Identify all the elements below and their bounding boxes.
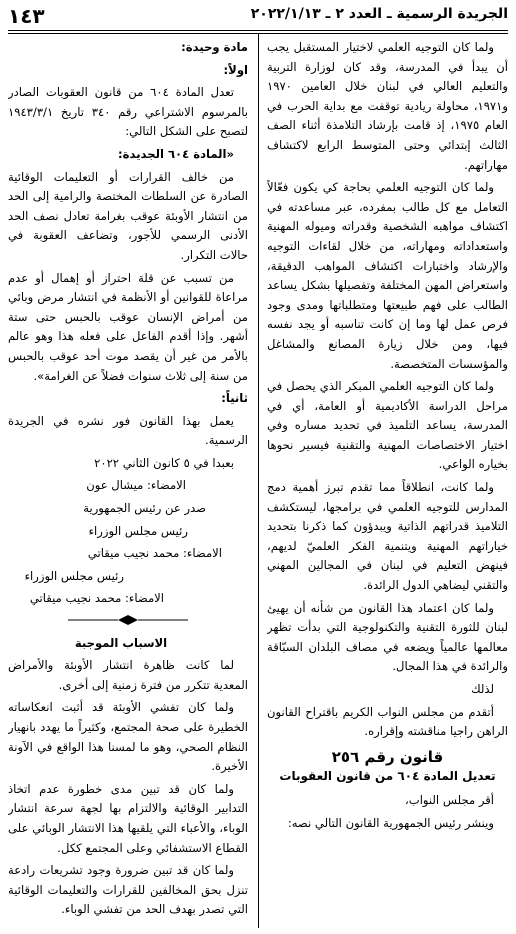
reasons-paragraph: لما كانت ظاهرة انتشار الأوبئة والأمراض المعدية تتكرر من فترة زمنية إلى أخرى. [8,658,248,692]
first-text: تعدل المادة ٦٠٤ من قانون العقوبات الصادر بالمرسوم الاشتراعي رقم ٣٤٠ تاريخ ١٩٤٣/٣/١ لتصبح على الشكل التالي: [8,85,248,139]
first-heading: اولاً: [223,62,248,77]
page-header [8,4,508,30]
right-column [267,38,508,836]
left-column [8,38,248,923]
article-paragraph: من تسبب عن قلة احتراز أو إهمال أو عدم مراعاة للقوانين أو الأنظمة في انتشار مرض وبائي من أمراض الإنسان عوقب بالحبس حتى ستة أشهر. وإذا أقدم الفاعل على فعله هذا وهو عالم بالأمر من غير أن يقصد موت أحد عوقب بالحبس من سنة إلى ثلاث سنوات فضلاً عن الغرامة». [8,270,248,383]
new-article-heading: «المادة ٦٠٤ الجديدة: [118,146,234,161]
second-text: يعمل بهذا القانون فور نشره في الجريدة الرسمية. [8,413,248,448]
column-divider [258,34,259,928]
reasons-title: الاسباب الموجبة [74,635,168,650]
article-paragraph: من خالف القرارات أو التعليمات الوقائية الصادرة عن السلطات المختصة والرامية إلى الحد من انتشار الأوبئة عوقب بغرامة تعادل نصف الحد الأدنى الرسمي للأجور، وتضاعف العقوبة في حالات التكرار. [8,169,248,262]
law-title: قانون رقم ٢٥٦ [331,747,444,766]
signing-date: بعبدا في ٥ كانون الثاني ٢٠٢٢ [94,455,234,470]
parliament-approval: أقر مجلس النواب، [405,792,494,807]
gazette-title: الجريدة الرسمية ـ العدد ٢ ـ ٢٠٢٢/١/١٣ [250,6,508,22]
promulgation-text: وينشر رئيس الجمهورية القانون التالي نصه: [287,815,494,830]
second-heading: ثانياً: [221,391,248,406]
lidhalik-label: لذلك [471,682,494,696]
closing-paragraph: أتقدم من مجلس النواب الكريم باقتراح القانون الراهن راجيا مناقشته وإقراره. [267,704,508,739]
signature-president: الامضاء: ميشال عون [86,478,186,493]
paragraph: ولما كان التوجيه العلمي لاختيار المستقبل يجب أن يبدأ في المدرسة، وقد كان لوزارة التربية والتعليم العالي في لبنان خلال العامين ١٩٧٠ و١٩٧١، محاولة ريادية توقفت مع بداية الحرب في العام ١٩٧٥، إذ قامت بإرشاد التلامذة أثناء الصف الثالث إبتدائي وحتى المتوسط الرابع لاكتشاف مهاراتهم. [267,40,508,172]
header-rule-top [8,30,508,31]
single-article-heading: مادة وحيدة: [181,40,248,54]
pm-title: رئيس مجلس الوزراء [88,523,188,538]
reasons-paragraph: ولما كان قد تبين ضرورة وجود تشريعات رادعة تنزل بحق المخالفين للقرارات والتعليمات الوقائية التي تصدر بهدف الحد من تفشي الوباء. [8,863,248,917]
section-divider-ornament [8,612,248,632]
signature-pm: الامضاء: محمد نجيب ميقاتي [29,591,164,606]
paragraph: ولما كان التوجيه العلمي المبكر الذي يحصل في مراحل الدراسة الأكاديمية أو العامة، أي في المدرسة، يساعد التلميذ في تحديد مساره وفي اختيار الاختصاصات المهنية والتقنية فيسير نحوها بخياره الواعي. [267,379,508,472]
signature-pm: الامضاء: محمد نجيب ميقاتي [87,546,222,561]
page-number: ١٤٣ [8,4,45,28]
paragraph: ولما كان التوجيه العلمي بحاجة كي يكون فعّالاً التعامل مع كل طالب بمفرده، عبر مساعدته في اكتشاف مواهبه الشخصية وقدراته وميوله المهنية واستعداداته ومهاراته، من خلال لقاءات التوجيه والإرشاد واختبارات اكتشاف المواهب الدقيقة، واستعراض المهن المختلفة وتفصيلها بشكل يساعد الطالب على فهم طبيعتها ومتطلباتها ومدى وجود فرص عمل لها وما إن كانت تناسبه أو يجد نفسه فيها، ومن خلال زيارة المصانع والمشاغل والمؤسسات المتخصصة. [267,180,508,371]
law-subtitle: تعديل المادة ٦٠٤ من قانون العقوبات [279,769,496,784]
reasons-paragraph: ولما كان قد تبين مدى خطورة عدم اتخاذ التدابير الوقائية والالتزام بها لجهة سرعة انتشار الوباء، والأعباء التي يلقيها هذا الانتشار الوبائي على القطاع الاستشفائي وعلى المجتمع ككل. [8,781,248,855]
pm-title: رئيس مجلس الوزراء [24,568,124,583]
issued-by-president: صدر عن رئيس الجمهورية [83,501,206,516]
reasons-paragraph: ولما كان تفشي الأوبئة قد أثبت انعكاساته الخطيرة على صحة المجتمع، وكثيراً ما يهدد بانهيار النظام الصحي، وهو ما لمسنا هذا الواقع في الآونة الأخيرة. [8,700,248,774]
paragraph: ولما كان اعتماد هذا القانون من شأنه أن يهيئ لبنان للثورة التقنية والتكنولوجية التي بدأت تظهر معالمها عالمياً ويضعه في مصاف البلدان السبّاقة والرائدة في هذا المجال. [267,600,508,674]
paragraph: ولما كانت، انطلاقاً مما تقدم تبرز أهمية دمج المدارس للتوجيه العلمي في برامجها، ليستكشف التلاميذ قدراتهم الذاتية ويبدؤون كما ذكرنا بتحديد خياراتهم المهنية ويتنمية الفكر العلميّ لديهم، فينهض التعليم في لبنان في المجالين المهني والتقني ليضاهي الدول الرائدة. [267,480,508,593]
